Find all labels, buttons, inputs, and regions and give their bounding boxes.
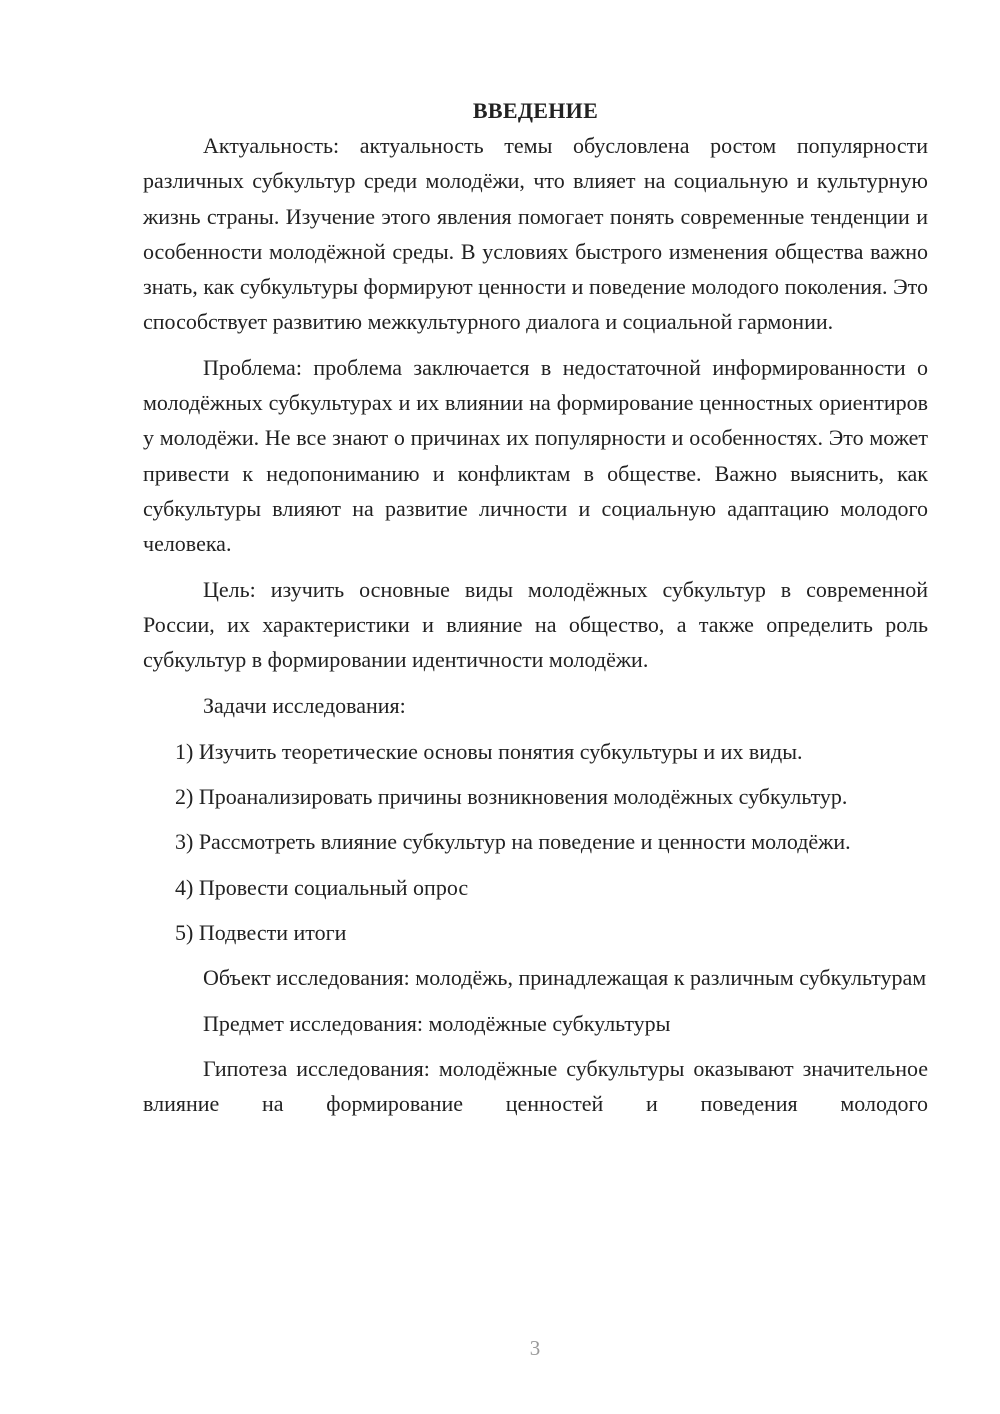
task-item-5: 5) Подвести итоги (175, 919, 347, 945)
document-body (143, 94, 928, 1121)
hypothesis-paragraph: Гипотеза исследования: молодёжные субкультуры оказывают значительное влияние на формирование ценностей и поведения молодого (143, 1055, 928, 1117)
tasks-title: Задачи исследования: (203, 693, 406, 719)
object-paragraph: Объект исследования: молодёжь, принадлежащая к различным субкультурам (203, 965, 927, 991)
problem-paragraph: Проблема: проблема заключается в недостаточной информированности о молодёжных субкультурах и их влиянии на формирование ценностных ориентиров у молодёжи. Не все знают о причинах их популярности и особенностях. Это может привести к недопониманию и конфликтам в обществе. Важно выяснить, как субкультуры влияют на развитие личности и социальную адаптацию молодого человека. (143, 354, 928, 557)
relevance-paragraph: Актуальность: актуальность темы обусловлена ростом популярности различных субкультур среди молодёжи, что влияет на социальную и культурную жизнь страны. Изучение этого явления помогает понять современные тенденции и особенности молодёжной среды. В условиях быстрого изменения общества важно знать, как субкультуры формируют ценности и поведение молодого поколения. Это способствует развитию межкультурного диалога и социальной гармонии. (143, 133, 928, 335)
subject-paragraph: Предмет исследования: молодёжные субкультуры (203, 1010, 671, 1036)
task-item-3: 3) Рассмотреть влияние субкультур на поведение и ценности молодёжи. (175, 829, 851, 855)
task-item-1: 1) Изучить теоретические основы понятия субкультуры и их виды. (175, 738, 803, 764)
page-number: 3 (529, 1336, 541, 1360)
goal-paragraph: Цель: изучить основные виды молодёжных субкультур в современной России, их характеристики и влияние на общество, а также определить роль субкультур в формировании идентичности молодёжи. (143, 576, 928, 673)
task-item-2: 2) Проанализировать причины возникновения молодёжных субкультур. (175, 784, 848, 810)
task-item-4: 4) Провести социальный опрос (175, 874, 469, 900)
section-heading: ВВЕДЕНИЕ (472, 98, 599, 123)
